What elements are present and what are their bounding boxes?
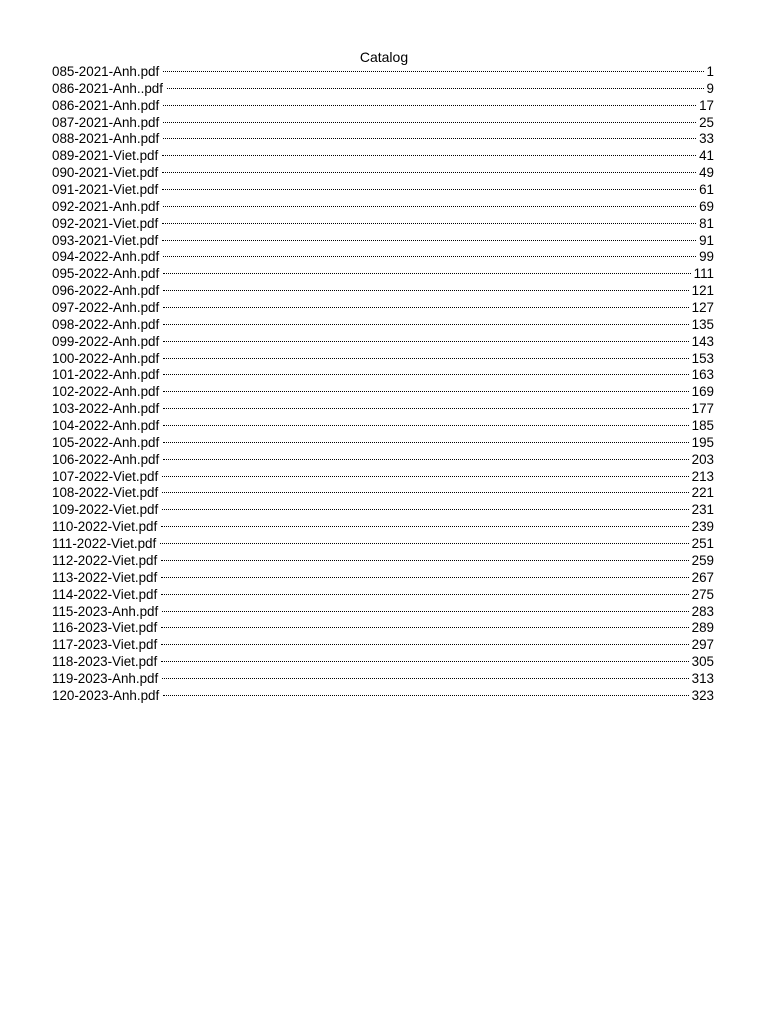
dot-leader (161, 644, 688, 645)
entry-filename[interactable]: 118-2023-Viet.pdf (52, 654, 158, 670)
entry-filename[interactable]: 088-2021-Anh.pdf (52, 131, 160, 147)
entry-page-number[interactable]: 1 (706, 64, 714, 79)
catalog-entry[interactable] (52, 485, 714, 502)
entry-page-number[interactable]: 283 (691, 603, 714, 619)
entry-page-number[interactable]: 297 (691, 637, 714, 653)
entry-page-number[interactable]: 313 (691, 670, 714, 686)
dot-leader (163, 358, 688, 359)
dot-leader (163, 324, 688, 325)
entry-page-number[interactable]: 203 (691, 451, 714, 467)
catalog-entry[interactable] (52, 418, 714, 435)
entry-page-number[interactable]: 81 (699, 215, 714, 231)
entry-page-number[interactable]: 323 (691, 687, 714, 703)
catalog-entry[interactable] (52, 233, 714, 250)
catalog-entry[interactable] (52, 300, 714, 317)
catalog-entry[interactable] (52, 502, 714, 519)
entry-filename[interactable]: 109-2022-Viet.pdf (52, 502, 159, 518)
dot-leader (163, 391, 688, 392)
catalog-entry[interactable] (52, 570, 714, 587)
dot-leader (162, 155, 696, 156)
entry-page-number[interactable]: 177 (691, 401, 714, 417)
catalog-entry[interactable] (52, 637, 714, 654)
entry-filename[interactable]: 120-2023-Anh.pdf (52, 687, 160, 703)
dot-leader (161, 526, 688, 527)
entry-page-number[interactable]: 221 (691, 485, 714, 501)
entry-filename[interactable]: 093-2021-Viet.pdf (52, 232, 159, 248)
dot-leader (163, 425, 688, 426)
catalog-entry[interactable] (52, 165, 714, 182)
entry-page-number[interactable]: 259 (691, 552, 714, 568)
entry-filename[interactable]: 115-2023-Anh.pdf (52, 603, 159, 619)
entry-filename[interactable]: 101-2022-Anh.pdf (52, 367, 160, 383)
catalog-entry[interactable] (52, 199, 714, 216)
catalog-entry[interactable] (52, 620, 714, 637)
entry-page-number[interactable]: 195 (691, 434, 714, 450)
entry-filename[interactable]: 119-2023-Anh.pdf (52, 670, 159, 686)
entry-filename[interactable]: 086-2021-Anh.pdf (52, 97, 160, 113)
catalog-entry[interactable] (52, 688, 714, 705)
dot-leader (163, 105, 696, 106)
catalog-entry[interactable] (52, 115, 714, 132)
catalog-entry[interactable] (52, 81, 714, 98)
entry-filename[interactable]: 094-2022-Anh.pdf (52, 249, 160, 265)
entry-filename[interactable]: 089-2021-Viet.pdf (52, 148, 159, 164)
entry-filename[interactable]: 098-2022-Anh.pdf (52, 316, 160, 332)
catalog-entry[interactable] (52, 654, 714, 671)
entry-filename[interactable]: 100-2022-Anh.pdf (52, 350, 160, 366)
entry-page-number[interactable]: 231 (691, 502, 714, 518)
entry-page-number[interactable]: 163 (691, 367, 714, 383)
entry-filename[interactable]: 085-2021-Anh.pdf (52, 64, 160, 79)
entry-filename[interactable]: 116-2023-Viet.pdf (52, 620, 158, 636)
entry-filename[interactable]: 104-2022-Anh.pdf (52, 418, 160, 434)
dot-leader (161, 577, 688, 578)
entry-page-number[interactable]: 289 (691, 620, 714, 636)
dot-leader (161, 627, 688, 628)
entry-filename[interactable]: 103-2022-Anh.pdf (52, 401, 160, 417)
entry-page-number[interactable]: 275 (691, 586, 714, 602)
entry-page-number[interactable]: 33 (699, 131, 714, 147)
catalog-list (52, 64, 714, 705)
entry-page-number[interactable]: 305 (691, 654, 714, 670)
entry-filename[interactable]: 096-2022-Anh.pdf (52, 283, 160, 299)
catalog-entry[interactable] (52, 604, 714, 621)
catalog-entry[interactable] (52, 249, 714, 266)
entry-filename[interactable]: 108-2022-Viet.pdf (52, 485, 159, 501)
entry-page-number[interactable]: 25 (699, 114, 714, 130)
entry-filename[interactable]: 107-2022-Viet.pdf (52, 468, 159, 484)
dot-leader (163, 307, 688, 308)
dot-leader (163, 442, 688, 443)
entry-page-number[interactable]: 251 (691, 536, 714, 552)
dot-leader (163, 206, 696, 207)
entry-page-number[interactable]: 127 (691, 300, 714, 316)
entry-filename[interactable]: 092-2021-Viet.pdf (52, 215, 159, 231)
entry-page-number[interactable]: 17 (699, 97, 714, 113)
dot-leader (163, 273, 690, 274)
dot-leader (163, 374, 688, 375)
entry-page-number[interactable]: 41 (699, 148, 714, 164)
entry-page-number[interactable]: 239 (691, 519, 714, 535)
dot-leader (162, 240, 696, 241)
dot-leader (163, 256, 696, 257)
dot-leader (163, 695, 688, 696)
dot-leader (163, 138, 696, 139)
entry-filename[interactable]: 111-2022-Viet.pdf (52, 536, 157, 552)
entry-page-number[interactable]: 111 (693, 266, 714, 282)
entry-page-number[interactable]: 213 (691, 468, 714, 484)
catalog-entry[interactable] (52, 98, 714, 115)
catalog-entry[interactable] (52, 317, 714, 334)
catalog-entry[interactable] (52, 587, 714, 604)
catalog-entry[interactable] (52, 671, 714, 688)
dot-leader (162, 476, 688, 477)
entry-page-number[interactable]: 135 (691, 316, 714, 332)
dot-leader (161, 560, 688, 561)
entry-filename[interactable]: 102-2022-Anh.pdf (52, 384, 160, 400)
entry-filename[interactable]: 095-2022-Anh.pdf (52, 266, 160, 282)
entry-page-number[interactable]: 91 (699, 232, 714, 248)
dot-leader (163, 341, 688, 342)
catalog-entry[interactable] (52, 435, 714, 452)
catalog-entry[interactable] (52, 334, 714, 351)
dot-leader (162, 223, 696, 224)
dot-leader (160, 543, 688, 544)
entry-filename[interactable]: 113-2022-Viet.pdf (52, 569, 158, 585)
dot-leader (163, 122, 696, 123)
dot-leader (162, 172, 696, 173)
catalog-entry[interactable] (52, 536, 714, 553)
dot-leader (162, 189, 696, 190)
entry-page-number[interactable]: 121 (691, 283, 714, 299)
entry-page-number[interactable]: 99 (699, 249, 714, 265)
entry-filename[interactable]: 091-2021-Viet.pdf (52, 182, 159, 198)
catalog-entry[interactable] (52, 469, 714, 486)
entry-page-number[interactable]: 49 (699, 165, 714, 181)
dot-leader (162, 678, 688, 679)
entry-page-number[interactable]: 69 (699, 198, 714, 214)
catalog-entry[interactable] (52, 283, 714, 300)
entry-filename[interactable]: 117-2023-Viet.pdf (52, 637, 158, 653)
entry-page-number[interactable]: 153 (691, 350, 714, 366)
entry-filename[interactable]: 086-2021-Anh..pdf (52, 80, 163, 96)
catalog-entry[interactable] (52, 384, 714, 401)
catalog-entry[interactable] (52, 64, 714, 81)
page-title: Catalog (359, 49, 409, 65)
entry-filename[interactable]: 092-2021-Anh.pdf (52, 198, 160, 214)
catalog-entry[interactable] (52, 182, 714, 199)
entry-filename[interactable]: 110-2022-Viet.pdf (52, 519, 158, 535)
entry-filename[interactable]: 105-2022-Anh.pdf (52, 434, 160, 450)
entry-filename[interactable]: 106-2022-Anh.pdf (52, 451, 160, 467)
dot-leader (161, 661, 688, 662)
entry-filename[interactable]: 099-2022-Anh.pdf (52, 333, 160, 349)
entry-filename[interactable]: 090-2021-Viet.pdf (52, 165, 159, 181)
dot-leader (163, 290, 688, 291)
entry-page-number[interactable]: 185 (691, 418, 714, 434)
entry-filename[interactable]: 087-2021-Anh.pdf (52, 114, 160, 130)
dot-leader (163, 459, 688, 460)
catalog-entry[interactable] (52, 519, 714, 536)
dot-leader (162, 509, 688, 510)
entry-page-number[interactable]: 61 (699, 182, 714, 198)
entry-filename[interactable]: 114-2022-Viet.pdf (52, 586, 158, 602)
entry-page-number[interactable]: 9 (706, 80, 714, 96)
catalog-entry[interactable] (52, 367, 714, 384)
catalog-entry[interactable] (52, 131, 714, 148)
dot-leader (163, 71, 703, 72)
dot-leader (167, 88, 704, 89)
catalog-entry[interactable] (52, 148, 714, 165)
catalog-entry[interactable] (52, 216, 714, 233)
catalog-entry[interactable] (52, 553, 714, 570)
catalog-entry[interactable] (52, 452, 714, 469)
entry-filename[interactable]: 112-2022-Viet.pdf (52, 552, 158, 568)
dot-leader (163, 408, 688, 409)
catalog-entry[interactable] (52, 266, 714, 283)
entry-filename[interactable]: 097-2022-Anh.pdf (52, 300, 160, 316)
entry-page-number[interactable]: 169 (691, 384, 714, 400)
dot-leader (162, 611, 688, 612)
dot-leader (161, 594, 688, 595)
catalog-entry[interactable] (52, 401, 714, 418)
entry-page-number[interactable]: 267 (691, 569, 714, 585)
dot-leader (162, 492, 688, 493)
entry-page-number[interactable]: 143 (691, 333, 714, 349)
catalog-entry[interactable] (52, 351, 714, 368)
